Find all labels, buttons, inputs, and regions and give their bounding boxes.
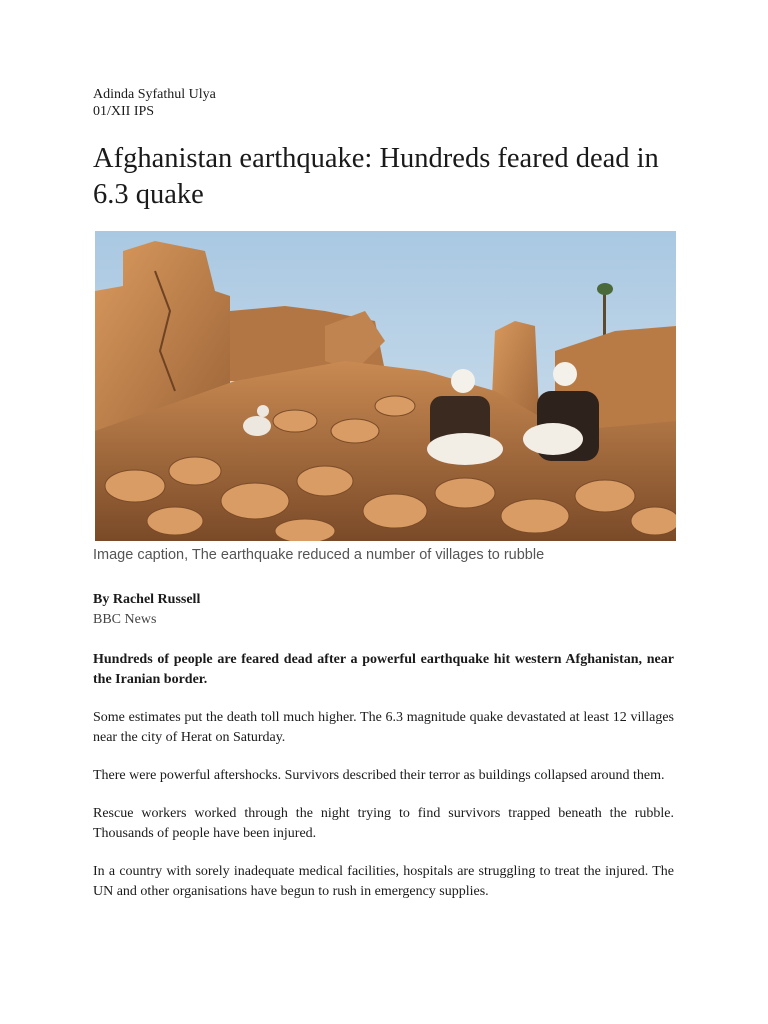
body-paragraph: Rescue workers worked through the night trying to find survivors trapped beneath the rubble. Thousands of people have been injured.: [93, 806, 674, 841]
article-title: Afghanistan earthquake: Hundreds feared dead in 6.3 quake: [93, 143, 659, 210]
body-paragraph: Some estimates put the death toll much higher. The 6.3 magnitude quake devastated at least 12 villages near the city of Herat on Saturday.: [93, 710, 674, 745]
student-name: Adinda Syfathul Ulya: [93, 87, 216, 102]
news-outlet: BBC News: [93, 612, 157, 627]
earthquake-rubble-image: [95, 231, 676, 541]
student-class: 01/XII IPS: [93, 104, 155, 119]
header-meta: [93, 86, 216, 120]
image-caption: Image caption, The earthquake reduced a number of villages to rubble: [93, 547, 545, 563]
body-paragraph: There were powerful aftershocks. Survivors described their terror as buildings collapsed around them.: [93, 768, 665, 783]
byline: [93, 590, 200, 630]
author-name: By Rachel Russell: [93, 592, 201, 607]
body-paragraph: In a country with sorely inadequate medical facilities, hospitals are struggling to treat the injured. The UN and other organisations have begun to rush in emergency supplies.: [93, 864, 674, 899]
article-body: [93, 650, 674, 920]
lead-paragraph: Hundreds of people are feared dead after a powerful earthquake hit western Afghanistan, near the Iranian border.: [93, 652, 674, 687]
article-photo: [95, 231, 676, 541]
